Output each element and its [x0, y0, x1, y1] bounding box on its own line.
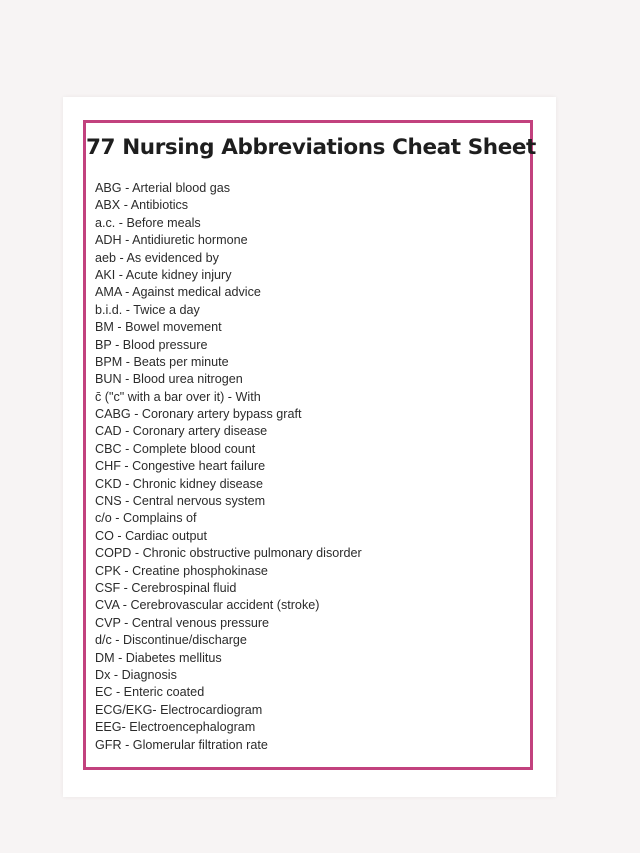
list-item: BM - Bowel movement — [95, 320, 222, 335]
list-item: aeb - As evidenced by — [95, 250, 219, 265]
list-item: EC - Enteric coated — [95, 685, 205, 700]
list-item: b.i.d. - Twice a day — [95, 302, 200, 317]
list-item: CBC - Complete blood count — [95, 441, 256, 456]
page-title: 77 Nursing Abbreviations Cheat Sheet — [86, 135, 536, 160]
list-item: AKI - Acute kidney injury — [95, 267, 232, 282]
list-item: CNS - Central nervous system — [95, 494, 266, 509]
list-item: GFR - Glomerular filtration rate — [95, 737, 268, 752]
list-item: CVA - Cerebrovascular accident (stroke) — [95, 598, 320, 613]
list-item: CKD - Chronic kidney disease — [95, 476, 263, 491]
list-item: Dx - Diagnosis — [95, 667, 177, 682]
list-item: BP - Blood pressure — [95, 337, 208, 352]
list-item: BUN - Blood urea nitrogen — [95, 372, 243, 387]
list-item: CVP - Central venous pressure — [95, 615, 270, 630]
list-item: a.c. - Before meals — [95, 215, 201, 230]
list-item: CSF - Cerebrospinal fluid — [95, 580, 237, 595]
abbreviation-list — [95, 180, 525, 754]
list-item: CPK - Creatine phosphokinase — [95, 563, 268, 578]
list-item: AMA - Against medical advice — [95, 285, 261, 300]
cheat-sheet-frame — [83, 120, 536, 770]
list-item: c̄ ("c" with a bar over it) - With — [95, 389, 261, 404]
list-item: CAD - Coronary artery disease — [95, 424, 268, 439]
list-item: BPM - Beats per minute — [95, 354, 229, 369]
list-item: EEG- Electroencephalogram — [95, 720, 256, 735]
list-item: CO - Cardiac output — [95, 528, 207, 543]
list-item: CHF - Congestive heart failure — [95, 459, 266, 474]
list-item: CABG - Coronary artery bypass graft — [95, 407, 302, 422]
list-item: ECG/EKG- Electrocardiogram — [95, 702, 263, 717]
list-item: c/o - Complains of — [95, 511, 197, 526]
list-item: ADH - Antidiuretic hormone — [95, 233, 248, 248]
list-item: d/c - Discontinue/discharge — [95, 633, 247, 648]
list-item: DM - Diabetes mellitus — [95, 650, 222, 665]
list-item: ABG - Arterial blood gas — [95, 181, 231, 195]
list-item: ABX - Antibiotics — [95, 198, 189, 213]
list-item: COPD - Chronic obstructive pulmonary disorder — [95, 546, 362, 561]
